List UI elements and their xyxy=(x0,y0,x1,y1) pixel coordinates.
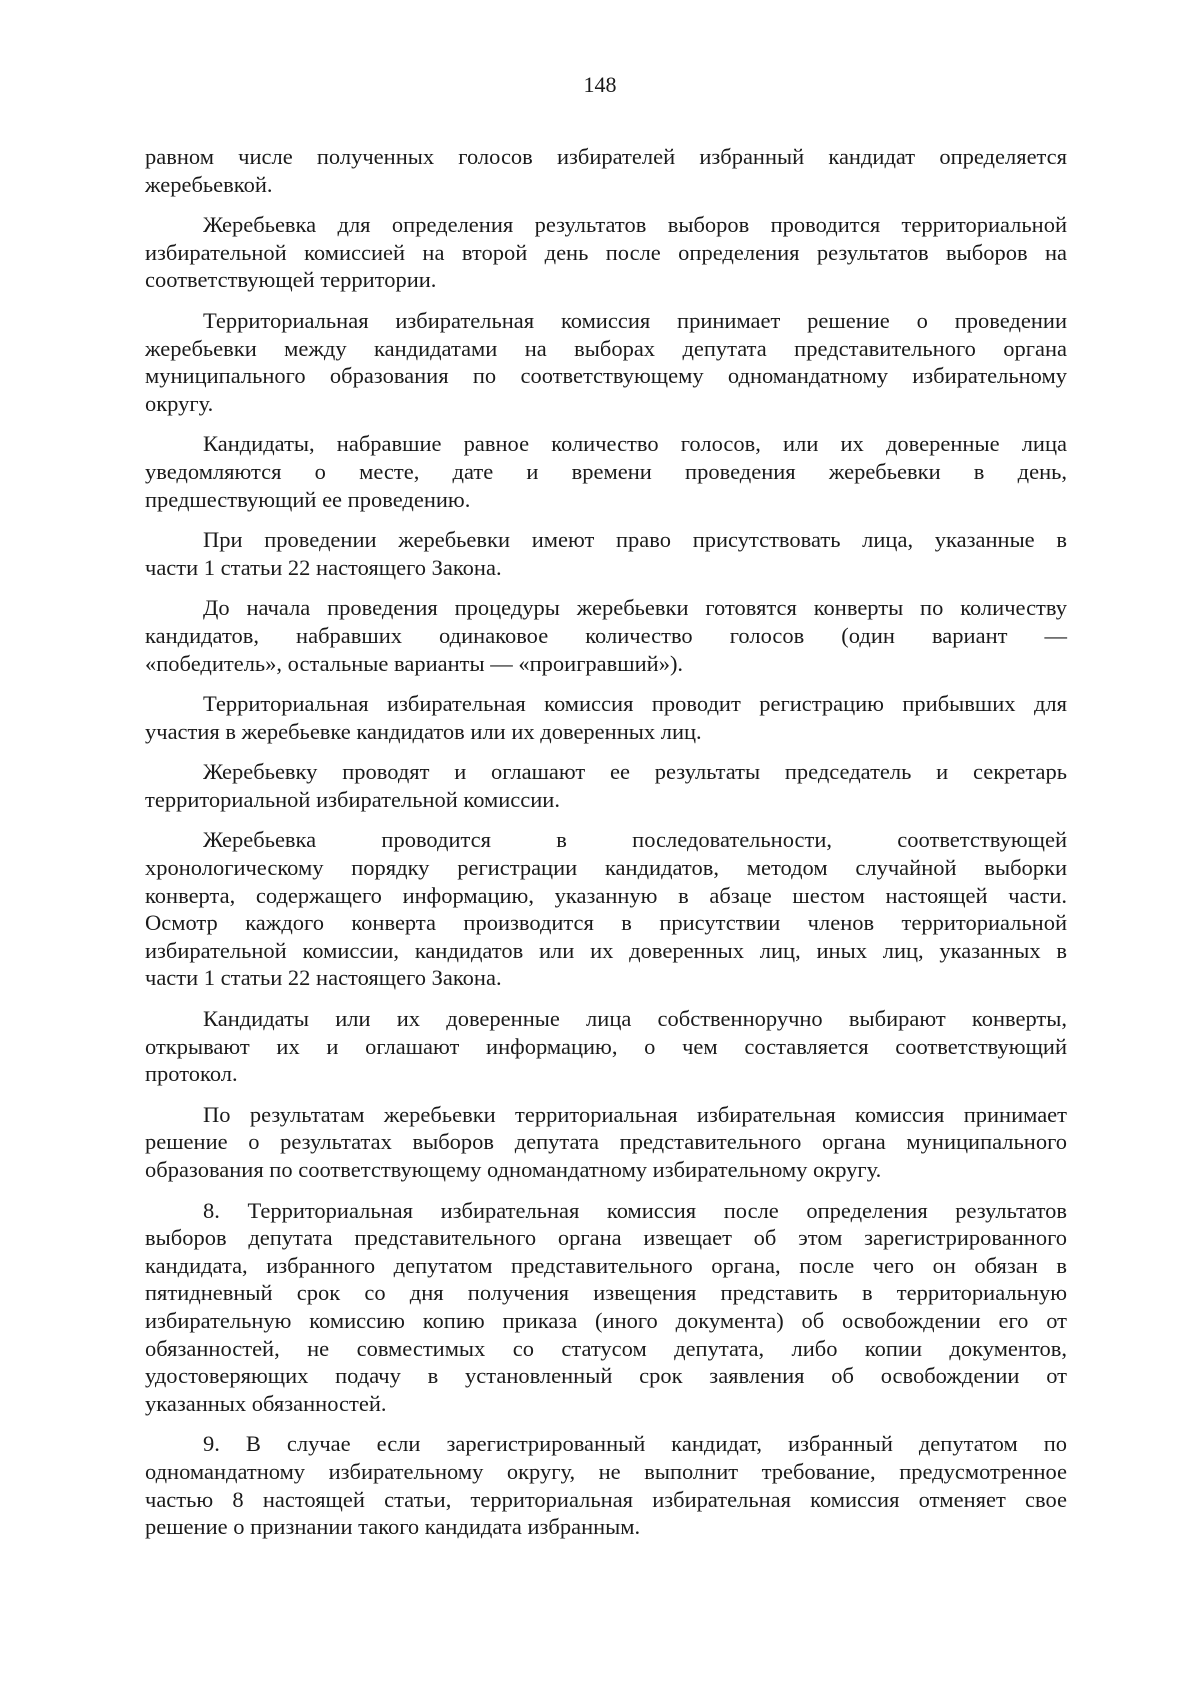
paragraph xyxy=(145,1430,1067,1540)
paragraph-line: уведомляются о месте, дате и времени проведения жеребьевки в день, xyxy=(145,458,1067,484)
paragraph xyxy=(145,526,1067,581)
paragraph xyxy=(145,211,1067,294)
paragraph xyxy=(145,1005,1067,1088)
paragraph xyxy=(145,826,1067,992)
paragraph-line: «победитель», остальные варианты — «проигравший»). xyxy=(145,650,684,676)
paragraph-line: жеребьевки между кандидатами на выборах депутата представительного органа xyxy=(145,335,1067,361)
paragraph xyxy=(145,758,1067,813)
paragraph xyxy=(145,1197,1067,1418)
paragraph-line: пятидневный срок со дня получения извещения представить в территориальную xyxy=(145,1280,1067,1306)
paragraph-line: участия в жеребьевке кандидатов или их доверенных лиц. xyxy=(145,718,702,744)
paragraph-line: решение о признании такого кандидата избранным. xyxy=(145,1514,641,1540)
paragraph-line: обязанностей, не совместимых со статусом депутата, либо копии документов, xyxy=(145,1335,1067,1361)
paragraph-line: Жеребьевку проводят и оглашают ее результаты председатель и секретарь xyxy=(203,759,1067,785)
paragraph-line: выборов депутата представительного органа извещает об этом зарегистрированного xyxy=(145,1225,1067,1251)
paragraph-line: одномандатному избирательному округу, не выполнит требование, предусмотренное xyxy=(145,1458,1067,1484)
paragraph-line: территориальной избирательной комиссии. xyxy=(145,786,560,812)
paragraph-line: решение о результатах выборов депутата представительного органа муниципального xyxy=(145,1129,1067,1155)
paragraph-line: равном числе полученных голосов избирателей избранный кандидат определяется xyxy=(145,144,1067,169)
paragraph-line: Территориальная избирательная комиссия проводит регистрацию прибывших для xyxy=(203,691,1067,717)
paragraph-line: протокол. xyxy=(145,1061,238,1087)
paragraph-line: открывают их и оглашают информацию, о чем составляется соответствующий xyxy=(145,1033,1067,1059)
paragraph-line: При проведении жеребьевки имеют право присутствовать лица, указанные в xyxy=(203,527,1067,553)
paragraph xyxy=(145,143,1067,198)
paragraph-line: Жеребьевка проводится в последовательности, соответствующей xyxy=(203,827,1067,853)
paragraph-line: части 1 статьи 22 настоящего Закона. xyxy=(145,965,502,991)
paragraph-line: соответствующей территории. xyxy=(145,267,437,293)
paragraph-line: жеребьевкой. xyxy=(145,171,273,197)
paragraph-line: конверта, содержащего информацию, указанную в абзаце шестом настоящей части. xyxy=(145,882,1067,908)
paragraph-line: части 1 статьи 22 настоящего Закона. xyxy=(145,554,502,580)
paragraph-line: образования по соответствующему одномандатному избирательному округу. xyxy=(145,1157,882,1182)
paragraph-line: кандидатов, набравших одинаковое количество голосов (один вариант — xyxy=(145,622,1067,648)
document-body xyxy=(145,143,1067,1554)
paragraph-line: Осмотр каждого конверта производится в присутствии членов территориальной xyxy=(145,910,1067,936)
paragraph xyxy=(145,594,1067,677)
paragraph-line: Территориальная избирательная комиссия принимает решение о проведении xyxy=(203,307,1067,333)
paragraph-line: избирательную комиссию копию приказа (иного документа) об освобождении его от xyxy=(145,1307,1067,1333)
paragraph-line: предшествующий ее проведению. xyxy=(145,486,471,512)
paragraph-line: Кандидаты, набравшие равное количество голосов, или их доверенные лица xyxy=(203,431,1067,457)
paragraph-line: указанных обязанностей. xyxy=(145,1390,387,1416)
paragraph-line: До начала проведения процедуры жеребьевки готовятся конверты по количеству xyxy=(203,595,1067,621)
paragraph-line: хронологическому порядку регистрации кандидатов, методом случайной выборки xyxy=(145,855,1067,881)
page-number: 148 xyxy=(583,72,617,97)
paragraph-line: кандидата, избранного депутатом представительного органа, после чего он обязан в xyxy=(145,1252,1067,1278)
paragraph-line: По результатам жеребьевки территориальная избирательная комиссия принимает xyxy=(203,1101,1067,1127)
paragraph xyxy=(145,430,1067,513)
paragraph-line: муниципального образования по соответствующему одномандатному избирательному xyxy=(145,363,1067,389)
paragraph-line: частью 8 настоящей статьи, территориальная избирательная комиссия отменяет свое xyxy=(145,1486,1067,1512)
paragraph-line: Кандидаты или их доверенные лица собственноручно выбирают конверты, xyxy=(203,1006,1067,1032)
paragraph xyxy=(145,690,1067,745)
paragraph-line: Жеребьевка для определения результатов выборов проводится территориальной xyxy=(203,212,1067,238)
paragraph xyxy=(145,1101,1067,1184)
paragraph-line: избирательной комиссии, кандидатов или их доверенных лиц, иных лиц, указанных в xyxy=(145,937,1067,963)
paragraph-line: избирательной комиссией на второй день после определения результатов выборов на xyxy=(145,239,1067,265)
paragraph-line: 9. В случае если зарегистрированный кандидат, избранный депутатом по xyxy=(203,1431,1067,1457)
paragraph-line: округу. xyxy=(145,390,214,416)
paragraph-line: удостоверяющих подачу в установленный срок заявления об освобождении от xyxy=(145,1363,1067,1389)
paragraph-line: 8. Территориальная избирательная комиссия после определения результатов xyxy=(203,1197,1067,1223)
paragraph xyxy=(145,307,1067,417)
